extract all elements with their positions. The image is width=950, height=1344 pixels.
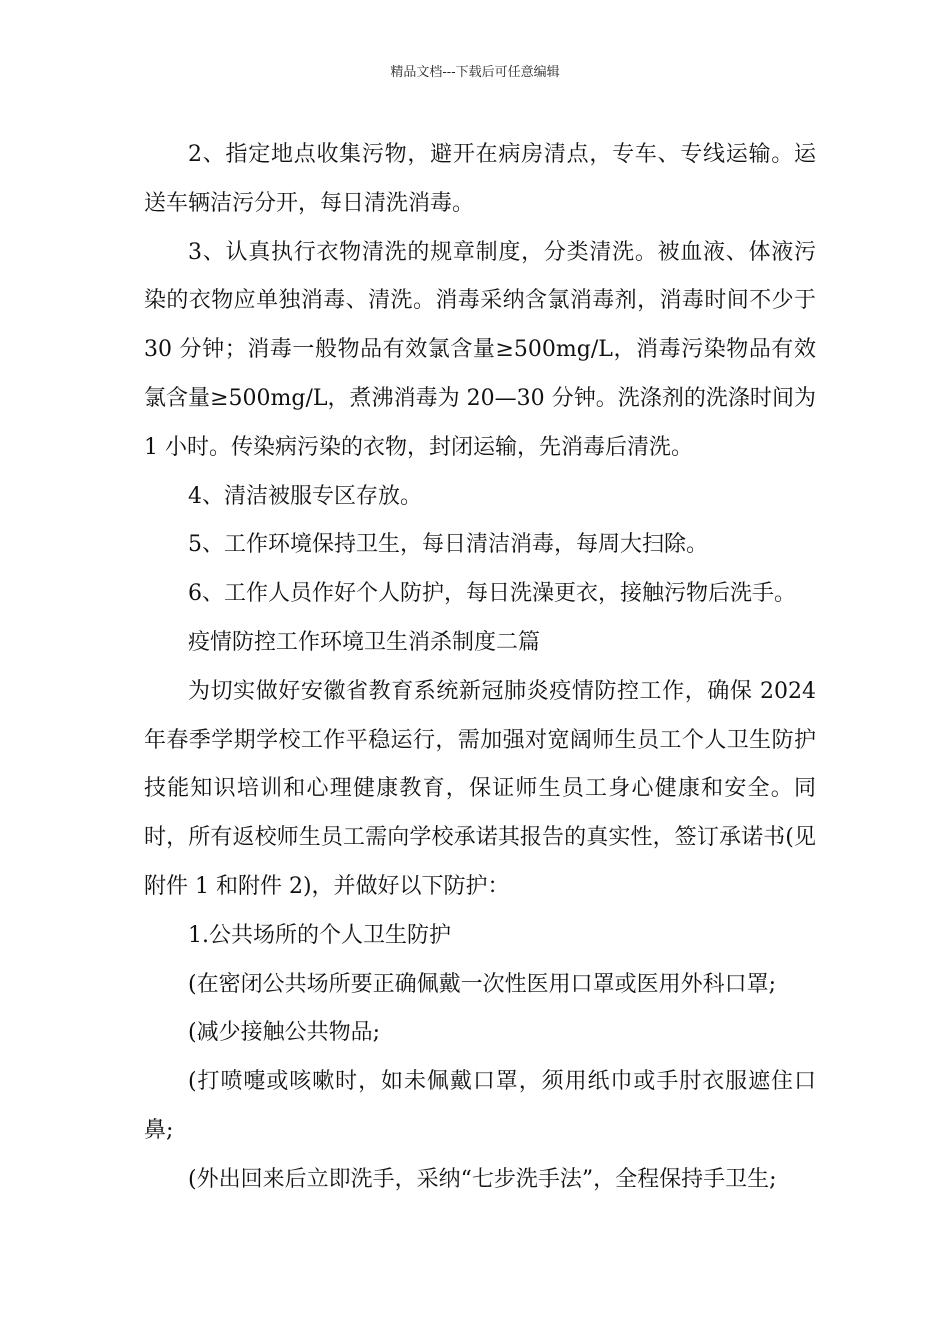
page-header: 精品文档---下载后可任意编辑	[390, 65, 560, 80]
subsection-title: 1.公共场所的个人卫生防护	[188, 922, 451, 948]
paragraph-item-3: 3、认真执行衣物清洗的规章制度，分类清洗。被血液、体液污染的衣物应单独消毒、清洗。消毒采纳含氯消毒剂，消毒时间不少于 30 分钟；消毒一般物品有效氯含量≥500mg/L，消毒污染物品有效氯含量≥500mg/L，煮沸消毒为 20—30 分钟。洗涤剂的洗涤时间为 1 小时。传染病污染的衣物，封闭运输，先消毒后清洗。	[144, 239, 816, 460]
paragraph-item-6: 6、工作人员作好个人防护，每日洗澡更衣，接触污物后洗手。	[188, 581, 796, 607]
guideline-item: (减少接触公共物品;	[188, 1020, 380, 1046]
paragraph-item-5: 5、工作环境保持卫生，每日清洁消毒，每周大扫除。	[188, 532, 708, 558]
guideline-item: (在密闭公共场所要正确佩戴一次性医用口罩或医用外科口罩;	[188, 971, 776, 997]
section-title: 疫情防控工作环境卫生消杀制度二篇	[188, 629, 541, 655]
guideline-item: (外出回来后立即洗手，采纳“七步洗手法”，全程保持手卫生;	[188, 1166, 777, 1192]
paragraph-item-4: 4、清洁被服专区存放。	[188, 483, 422, 509]
document-body	[144, 131, 816, 1205]
guideline-item: (打喷嚏或咳嗽时，如未佩戴口罩，须用纸巾或手肘衣服遮住口鼻;	[144, 1069, 816, 1143]
paragraph-item-2: 2、指定地点收集污物，避开在病房清点，专车、专线运输。运送车辆洁污分开，每日清洗消毒。	[144, 142, 816, 216]
intro-paragraph: 为切实做好安徽省教育系统新冠肺炎疫情防控工作，确保 2024 年春季学期学校工作平稳运行，需加强对宽阔师生员工个人卫生防护技能知识培训和心理健康教育，保证师生员工身心健康和安全。同时，所有返校师生员工需向学校承诺其报告的真实性，签订承诺书(见附件 1 和附件 2)，并做好以下防护：	[144, 678, 816, 899]
